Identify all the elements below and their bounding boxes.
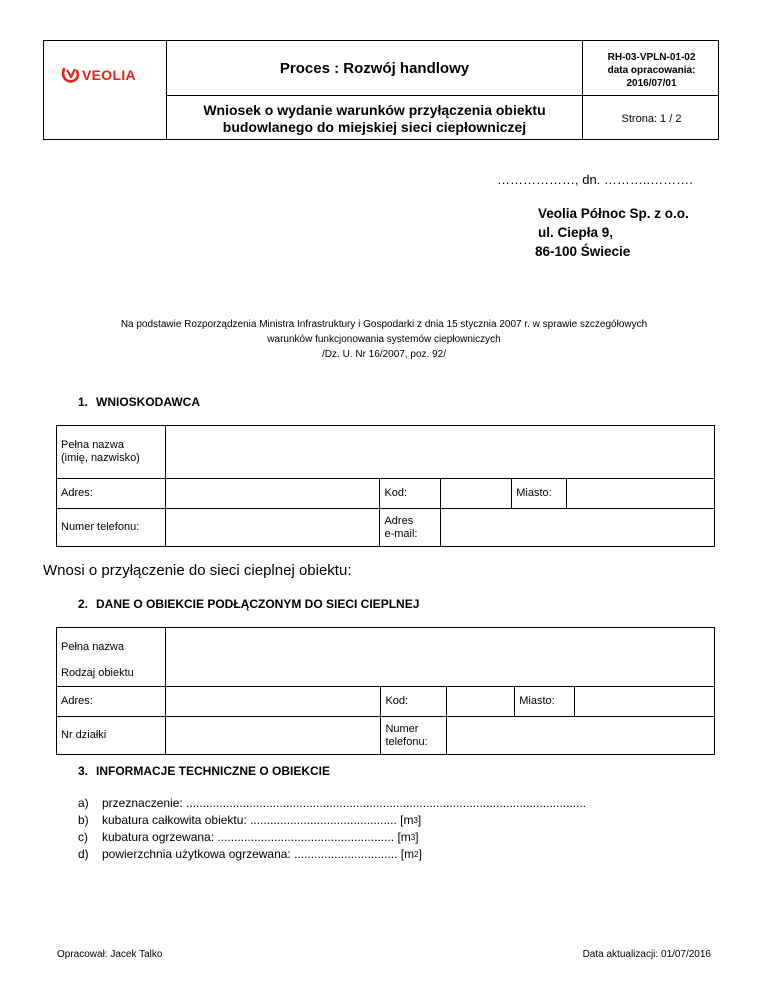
object-name-field[interactable] bbox=[165, 628, 714, 687]
document-code: RH-03-VPLN-01-02 data opracowania: 2016/07/01 bbox=[607, 51, 696, 89]
process-name: Proces : Rozwój handlowy bbox=[279, 59, 470, 77]
plot-label: Nr działki bbox=[57, 717, 166, 755]
legal-basis: Na podstawie Rozporządzenia Ministra Infrastruktury i Gospodarki z dnia 15 stycznia 2007 r. w sprawie szczegółowych warunków funkcjonowania systemów ciepłowniczych /Dz. U. Nr 16/2007, poz. 92/ bbox=[120, 319, 648, 360]
section-3-heading: 3. INFORMACJE TECHNICZNE O OBIEKCIE bbox=[78, 764, 331, 778]
postcode-field[interactable] bbox=[441, 479, 512, 509]
footer-updated: Data aktualizacji: 01/07/2016 bbox=[582, 949, 711, 960]
object-postcode-field[interactable] bbox=[447, 687, 515, 717]
recipient-street: ul. Ciepła 9, bbox=[538, 225, 614, 240]
address-label: Adres: bbox=[57, 479, 166, 509]
phone-field[interactable] bbox=[165, 509, 380, 547]
postcode-label: Kod: bbox=[380, 479, 441, 509]
address-field[interactable] bbox=[165, 479, 380, 509]
footer-author: Opracował: Jacek Talko bbox=[57, 949, 163, 960]
page-number: Strona: 1 / 2 bbox=[621, 112, 682, 125]
applicant-table bbox=[56, 425, 715, 547]
list-item: b) kubatura całkowita obiektu: ............................................ [m 3 ] bbox=[78, 813, 422, 827]
object-city-field[interactable] bbox=[575, 687, 715, 717]
list-item: d) powierzchnia użytkowa ogrzewana: ............................... [m 2 ] bbox=[78, 847, 422, 861]
section-2-heading: 2. DANE O OBIEKCIE PODŁĄCZONYM DO SIECI CIEPLNEJ bbox=[78, 597, 420, 611]
email-label: Adres e-mail: bbox=[380, 509, 441, 547]
document-title: Wniosek o wydanie warunków przyłączenia obiektu budowlanego do miejskiej sieci ciepłowniczej bbox=[203, 101, 546, 135]
technical-info-list bbox=[78, 795, 586, 863]
object-address-field[interactable] bbox=[165, 687, 381, 717]
list-item: a) przeznaczenie: ........................................................................................................................ bbox=[78, 796, 587, 810]
city-label: Miasto: bbox=[512, 479, 567, 509]
object-phone-field[interactable] bbox=[447, 717, 715, 755]
veolia-logo bbox=[62, 67, 136, 83]
place-date-line: ………………, dn. ………..………. bbox=[497, 172, 693, 187]
connection-request-text: Wnosi o przyłączenie do sieci cieplnej obiektu: bbox=[43, 562, 352, 579]
email-field[interactable] bbox=[441, 509, 715, 547]
phone-label: Numer telefonu: bbox=[57, 509, 166, 547]
object-postcode-label: Kod: bbox=[381, 687, 447, 717]
object-name-label: Pełna nazwa Rodzaj obiektu bbox=[57, 628, 166, 687]
section-1-heading: 1. WNIOSKODAWCA bbox=[78, 395, 200, 409]
veolia-logo-icon bbox=[62, 67, 80, 83]
plot-field[interactable] bbox=[165, 717, 381, 755]
object-city-label: Miasto: bbox=[515, 687, 575, 717]
full-name-label: Pełna nazwa (imię, nazwisko) bbox=[57, 426, 166, 479]
list-item: c) kubatura ogrzewana: ..................................................... [m 3 ] bbox=[78, 830, 419, 844]
object-phone-label: Numer telefonu: bbox=[381, 717, 447, 755]
recipient-name: Veolia Północ Sp. z o.o. bbox=[538, 206, 689, 221]
logo-text: VEOLIA bbox=[82, 67, 136, 83]
city-field[interactable] bbox=[567, 479, 715, 509]
document-header bbox=[43, 40, 719, 140]
full-name-field[interactable] bbox=[165, 426, 714, 479]
object-address-label: Adres: bbox=[57, 687, 166, 717]
object-table bbox=[56, 627, 715, 755]
recipient-city: 86-100 Świecie bbox=[535, 244, 631, 259]
